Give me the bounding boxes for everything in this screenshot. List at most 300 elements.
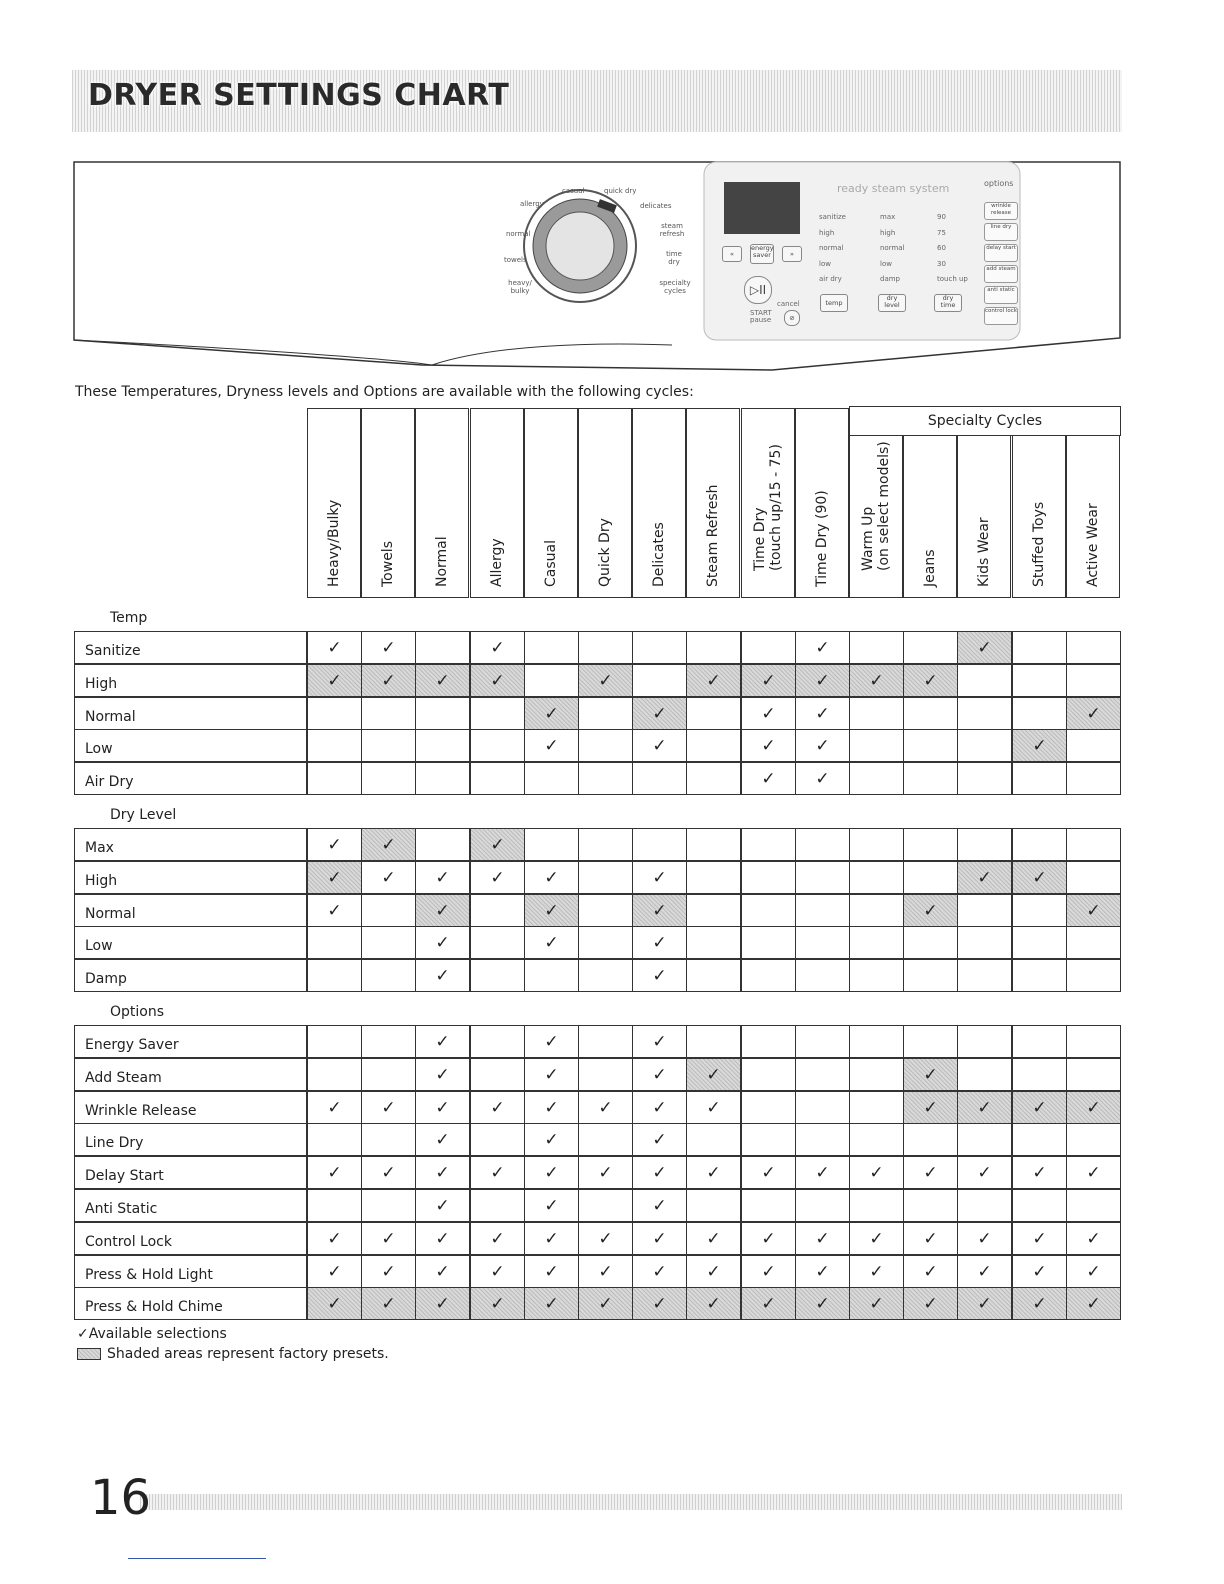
dial-label-steam-refresh: steam refresh xyxy=(659,222,685,238)
check-cell xyxy=(415,959,470,992)
check-icon: ✓ xyxy=(544,704,559,724)
check-icon: ✓ xyxy=(327,1229,342,1249)
table-cell xyxy=(1066,729,1121,762)
check-cell xyxy=(957,861,1012,894)
lcd-item: high xyxy=(819,228,835,237)
column-header-line: Time Dry xyxy=(752,507,768,571)
check-icon: ✓ xyxy=(977,1262,992,1282)
check-icon: ✓ xyxy=(381,868,396,888)
table-cell xyxy=(795,1058,850,1091)
table-cell xyxy=(686,894,741,927)
check-cell xyxy=(632,697,687,730)
check-cell xyxy=(795,697,850,730)
column-header xyxy=(903,435,957,598)
row-label: Energy Saver xyxy=(74,1025,307,1058)
check-cell xyxy=(1066,1091,1121,1124)
cancel-icon[interactable]: ⊘ xyxy=(784,310,800,326)
wrinkle-release-button[interactable]: wrinkle release xyxy=(984,202,1018,220)
column-header-text xyxy=(489,538,505,587)
check-cell xyxy=(795,1222,850,1255)
table-cell xyxy=(741,894,796,927)
column-header-line: Normal xyxy=(434,536,450,587)
table-cell xyxy=(795,1091,850,1124)
check-cell xyxy=(741,1156,796,1189)
check-icon: ✓ xyxy=(1086,901,1101,921)
check-cell xyxy=(686,664,741,697)
table-cell xyxy=(849,861,904,894)
check-cell xyxy=(578,1091,633,1124)
dial-label-normal: normal xyxy=(506,230,531,238)
table-cell xyxy=(957,762,1012,795)
check-icon: ✓ xyxy=(652,1294,667,1314)
table-cell xyxy=(686,1025,741,1058)
table-cell xyxy=(957,926,1012,959)
table-cell xyxy=(741,861,796,894)
column-header-text xyxy=(543,540,559,587)
table-cell xyxy=(957,1189,1012,1222)
check-cell xyxy=(361,664,416,697)
table-cell xyxy=(686,762,741,795)
row-label: Line Dry xyxy=(74,1123,307,1156)
check-cell xyxy=(361,861,416,894)
lcd-dry-column xyxy=(880,210,905,288)
column-header-line: Time Dry (90) xyxy=(814,490,830,587)
check-icon: ✓ xyxy=(761,671,776,691)
check-icon: ✓ xyxy=(761,769,776,789)
table-cell xyxy=(1012,828,1067,861)
table-cell xyxy=(361,729,416,762)
table-cell xyxy=(686,861,741,894)
check-cell xyxy=(795,631,850,664)
table-cell xyxy=(849,894,904,927)
column-header-text xyxy=(922,550,938,588)
row-label: High xyxy=(74,861,307,894)
table-cell xyxy=(470,926,525,959)
check-icon: ✓ xyxy=(381,638,396,658)
column-header-line: Heavy/Bulky xyxy=(326,499,342,587)
check-icon: ✓ xyxy=(761,736,776,756)
table-cell xyxy=(795,959,850,992)
dial-label-quick-dry: quick dry xyxy=(604,187,637,195)
table-cell xyxy=(578,631,633,664)
dial-label-heavy-bulky: heavy/ bulky xyxy=(508,279,532,295)
table-cell xyxy=(524,762,579,795)
table-cell xyxy=(957,894,1012,927)
table-cell xyxy=(795,828,850,861)
check-icon: ✓ xyxy=(652,966,667,986)
table-cell xyxy=(578,894,633,927)
check-cell xyxy=(415,861,470,894)
table-cell xyxy=(1066,959,1121,992)
table-cell xyxy=(361,926,416,959)
table-cell xyxy=(849,1189,904,1222)
column-header xyxy=(578,408,632,598)
check-icon: ✓ xyxy=(652,1163,667,1183)
check-icon: ✓ xyxy=(490,835,505,855)
table-row xyxy=(74,894,1121,927)
delay-start-button[interactable]: delay start xyxy=(984,244,1018,262)
check-icon: ✓ xyxy=(815,704,830,724)
check-cell xyxy=(1066,1287,1121,1320)
column-header-text xyxy=(651,522,667,587)
check-cell xyxy=(470,1287,525,1320)
table-row xyxy=(74,1091,1121,1124)
check-cell xyxy=(578,1222,633,1255)
check-cell xyxy=(632,729,687,762)
check-icon: ✓ xyxy=(977,638,992,658)
check-icon: ✓ xyxy=(1086,1294,1101,1314)
check-icon: ✓ xyxy=(381,1262,396,1282)
check-cell xyxy=(470,1222,525,1255)
column-header xyxy=(632,408,686,598)
dial-label-allergy: allergy xyxy=(520,200,544,208)
table-cell xyxy=(415,697,470,730)
add-steam-button[interactable]: add steam xyxy=(984,265,1018,283)
column-header xyxy=(1066,435,1120,598)
check-cell xyxy=(957,1287,1012,1320)
table-cell xyxy=(903,959,958,992)
table-cell xyxy=(849,1058,904,1091)
check-icon: ✓ xyxy=(869,671,884,691)
check-cell xyxy=(415,1123,470,1156)
check-cell xyxy=(361,1222,416,1255)
check-cell xyxy=(415,1091,470,1124)
footer-rule xyxy=(128,1558,266,1559)
column-header-text xyxy=(860,441,892,571)
check-icon: ✓ xyxy=(869,1229,884,1249)
check-cell xyxy=(1012,1255,1067,1288)
table-cell xyxy=(307,762,362,795)
check-icon: ✓ xyxy=(652,1196,667,1216)
check-icon: ✓ xyxy=(435,1262,450,1282)
table-cell xyxy=(578,959,633,992)
table-cell xyxy=(1066,1025,1121,1058)
table-cell xyxy=(686,729,741,762)
page-title: DRYER SETTINGS CHART xyxy=(88,78,510,113)
check-icon: ✓ xyxy=(652,1130,667,1150)
check-icon: ✓ xyxy=(435,966,450,986)
check-icon: ✓ xyxy=(327,1262,342,1282)
lcd-item: high xyxy=(880,228,896,237)
row-label: Sanitize xyxy=(74,631,307,664)
check-cell xyxy=(903,894,958,927)
check-icon: ✓ xyxy=(706,1065,721,1085)
check-icon: ✓ xyxy=(598,1098,613,1118)
play-pause-icon[interactable]: ▷II xyxy=(744,276,772,304)
check-icon: ✓ xyxy=(327,901,342,921)
table-cell xyxy=(361,1025,416,1058)
table-cell xyxy=(957,664,1012,697)
table-cell xyxy=(686,959,741,992)
column-header xyxy=(849,435,903,598)
table-cell xyxy=(1066,1189,1121,1222)
table-cell xyxy=(1012,1123,1067,1156)
table-cell xyxy=(903,861,958,894)
check-icon: ✓ xyxy=(544,1032,559,1052)
check-icon: ✓ xyxy=(761,1262,776,1282)
temp-button[interactable]: temp xyxy=(820,294,848,312)
check-icon: ✓ xyxy=(544,901,559,921)
table-cell xyxy=(903,631,958,664)
check-icon: ✓ xyxy=(544,1098,559,1118)
table-cell xyxy=(795,894,850,927)
table-cell xyxy=(957,1123,1012,1156)
check-cell xyxy=(524,1255,579,1288)
check-cell xyxy=(524,1123,579,1156)
check-cell xyxy=(470,631,525,664)
check-icon: ✓ xyxy=(923,1163,938,1183)
table-cell xyxy=(578,926,633,959)
check-cell xyxy=(524,1025,579,1058)
table-cell xyxy=(361,1123,416,1156)
check-icon: ✓ xyxy=(706,1163,721,1183)
check-cell xyxy=(470,1156,525,1189)
check-icon: ✓ xyxy=(815,638,830,658)
lcd-item: air dry xyxy=(819,275,842,283)
row-label: Low xyxy=(74,729,307,762)
control-panel-illustration xyxy=(72,160,1122,375)
check-cell xyxy=(361,1255,416,1288)
check-icon: ✓ xyxy=(598,1294,613,1314)
check-icon: ✓ xyxy=(1032,868,1047,888)
dial-label-casual: casual xyxy=(562,187,585,195)
check-icon: ✓ xyxy=(490,868,505,888)
check-icon: ✓ xyxy=(544,868,559,888)
check-icon: ✓ xyxy=(490,1163,505,1183)
row-label: Damp xyxy=(74,959,307,992)
table-cell xyxy=(903,828,958,861)
check-icon: ✓ xyxy=(381,1098,396,1118)
column-header-line: Kids Wear xyxy=(976,517,992,587)
check-icon: ✓ xyxy=(544,933,559,953)
prev-icon[interactable]: « xyxy=(722,246,742,262)
table-cell xyxy=(1066,664,1121,697)
check-icon: ✓ xyxy=(544,1294,559,1314)
control-lock-button[interactable]: control lock xyxy=(984,307,1018,325)
table-cell xyxy=(1012,894,1067,927)
table-cell xyxy=(361,697,416,730)
check-icon: ✓ xyxy=(490,1262,505,1282)
next-icon[interactable]: » xyxy=(782,246,802,262)
table-cell xyxy=(578,729,633,762)
check-cell xyxy=(1012,1156,1067,1189)
start-pause-label: START pause xyxy=(750,309,772,324)
lcd-item: low xyxy=(819,259,831,268)
check-cell xyxy=(741,1222,796,1255)
table-row xyxy=(74,1255,1121,1288)
lcd-item: touch up xyxy=(937,275,968,283)
table-cell xyxy=(849,828,904,861)
table-cell xyxy=(578,697,633,730)
check-cell xyxy=(361,1156,416,1189)
check-cell xyxy=(361,828,416,861)
table-cell xyxy=(415,762,470,795)
check-icon: ✓ xyxy=(435,1229,450,1249)
check-icon: ✓ xyxy=(490,1229,505,1249)
check-cell xyxy=(524,1058,579,1091)
check-icon: ✓ xyxy=(652,901,667,921)
table-cell xyxy=(1066,762,1121,795)
check-cell xyxy=(578,1156,633,1189)
check-cell xyxy=(415,1222,470,1255)
column-header xyxy=(1012,435,1066,598)
table-cell xyxy=(307,1025,362,1058)
check-cell xyxy=(741,664,796,697)
table-cell xyxy=(849,1091,904,1124)
check-cell xyxy=(741,729,796,762)
line-dry-button[interactable]: line dry xyxy=(984,223,1018,241)
check-icon: ✓ xyxy=(544,1262,559,1282)
check-cell xyxy=(957,1156,1012,1189)
check-icon: ✓ xyxy=(815,1262,830,1282)
lcd-item: sanitize xyxy=(819,213,846,221)
check-icon: ✓ xyxy=(923,1262,938,1282)
column-header xyxy=(524,408,578,598)
check-icon: ✓ xyxy=(327,671,342,691)
check-cell xyxy=(741,762,796,795)
check-cell xyxy=(524,894,579,927)
row-label: Press & Hold Chime xyxy=(74,1287,307,1320)
check-cell xyxy=(957,1222,1012,1255)
check-icon: ✓ xyxy=(923,671,938,691)
section-title: Temp xyxy=(110,610,148,626)
table-cell xyxy=(1012,926,1067,959)
column-header-line: Jeans xyxy=(922,549,938,587)
lcd-item: 60 xyxy=(937,244,946,252)
anti-static-button[interactable]: anti static xyxy=(984,286,1018,304)
row-label: Delay Start xyxy=(74,1156,307,1189)
check-icon: ✓ xyxy=(327,1163,342,1183)
table-cell xyxy=(578,1058,633,1091)
check-icon: ✓ xyxy=(544,1065,559,1085)
check-icon: ✓ xyxy=(435,1130,450,1150)
table-row xyxy=(74,1287,1121,1320)
table-cell xyxy=(1066,1058,1121,1091)
check-cell xyxy=(524,926,579,959)
table-row xyxy=(74,1222,1121,1255)
table-cell xyxy=(470,1058,525,1091)
check-icon: ✓ xyxy=(1032,1229,1047,1249)
column-header xyxy=(470,408,524,598)
table-cell xyxy=(1012,959,1067,992)
table-cell xyxy=(1012,1189,1067,1222)
check-icon: ✓ xyxy=(381,1229,396,1249)
dry-level-button[interactable]: dry level xyxy=(878,294,906,312)
check-cell xyxy=(903,1091,958,1124)
lcd-temp-column xyxy=(819,210,846,288)
lcd-item: 90 xyxy=(937,213,946,221)
check-icon: ✓ xyxy=(652,868,667,888)
check-cell xyxy=(795,762,850,795)
check-cell xyxy=(307,1222,362,1255)
table-cell xyxy=(415,828,470,861)
check-cell xyxy=(415,1255,470,1288)
column-header-line: Quick Dry xyxy=(597,518,613,587)
column-header-line: Towels xyxy=(380,541,396,587)
table-cell xyxy=(415,631,470,664)
table-cell xyxy=(470,1025,525,1058)
check-icon: ✓ xyxy=(652,704,667,724)
check-icon: ✓ xyxy=(544,736,559,756)
table-cell xyxy=(795,861,850,894)
table-cell xyxy=(1012,1025,1067,1058)
check-cell xyxy=(849,1287,904,1320)
column-header xyxy=(686,408,740,598)
table-cell xyxy=(632,664,687,697)
check-icon: ✓ xyxy=(598,1262,613,1282)
check-cell xyxy=(632,1156,687,1189)
check-icon: ✓ xyxy=(706,1294,721,1314)
table-cell xyxy=(957,1025,1012,1058)
check-cell xyxy=(686,1058,741,1091)
check-icon: ✓ xyxy=(652,933,667,953)
check-cell xyxy=(1066,1156,1121,1189)
check-cell xyxy=(741,1287,796,1320)
check-icon: ✓ xyxy=(706,1098,721,1118)
table-cell xyxy=(1066,926,1121,959)
check-icon: ✓ xyxy=(706,671,721,691)
table-cell xyxy=(307,1123,362,1156)
table-cell xyxy=(632,828,687,861)
table-row xyxy=(74,729,1121,762)
check-icon: ✓ xyxy=(1032,1098,1047,1118)
check-icon: ✓ xyxy=(381,1294,396,1314)
column-header xyxy=(957,435,1011,598)
check-icon: ✓ xyxy=(815,671,830,691)
table-cell xyxy=(578,762,633,795)
check-cell xyxy=(524,1222,579,1255)
table-cell xyxy=(1012,664,1067,697)
energy-saver-button[interactable]: energy saver xyxy=(750,244,774,264)
lcd-item: normal xyxy=(880,244,905,252)
table-cell xyxy=(849,959,904,992)
dry-time-button[interactable]: dry time xyxy=(934,294,962,312)
check-cell xyxy=(632,1222,687,1255)
check-icon: ✓ xyxy=(869,1262,884,1282)
check-cell xyxy=(849,1222,904,1255)
check-icon: ✓ xyxy=(327,868,342,888)
check-icon: ✓ xyxy=(761,704,776,724)
check-icon: ✓ xyxy=(435,933,450,953)
check-cell xyxy=(632,861,687,894)
dial-label-specialty-cycles: specialty cycles xyxy=(659,279,691,295)
table-row xyxy=(74,1189,1121,1222)
check-cell xyxy=(524,1156,579,1189)
check-icon: ✓ xyxy=(977,868,992,888)
table-cell xyxy=(578,828,633,861)
table-cell xyxy=(470,697,525,730)
row-label: Air Dry xyxy=(74,762,307,795)
check-cell xyxy=(903,1255,958,1288)
column-header-line: Warm Up xyxy=(860,506,876,571)
table-cell xyxy=(686,631,741,664)
check-icon: ✓ xyxy=(652,1229,667,1249)
column-header-line: Active Wear xyxy=(1085,503,1101,587)
table-row xyxy=(74,1156,1121,1189)
check-cell xyxy=(524,697,579,730)
table-row xyxy=(74,762,1121,795)
table-cell xyxy=(741,926,796,959)
check-cell xyxy=(361,1287,416,1320)
specialty-cycles-header: Specialty Cycles xyxy=(849,406,1121,436)
check-cell xyxy=(415,926,470,959)
check-cell xyxy=(1066,697,1121,730)
row-label: Anti Static xyxy=(74,1189,307,1222)
check-cell xyxy=(741,1255,796,1288)
check-cell xyxy=(415,1287,470,1320)
check-icon: ✓ xyxy=(327,1294,342,1314)
row-label: Wrinkle Release xyxy=(74,1091,307,1124)
